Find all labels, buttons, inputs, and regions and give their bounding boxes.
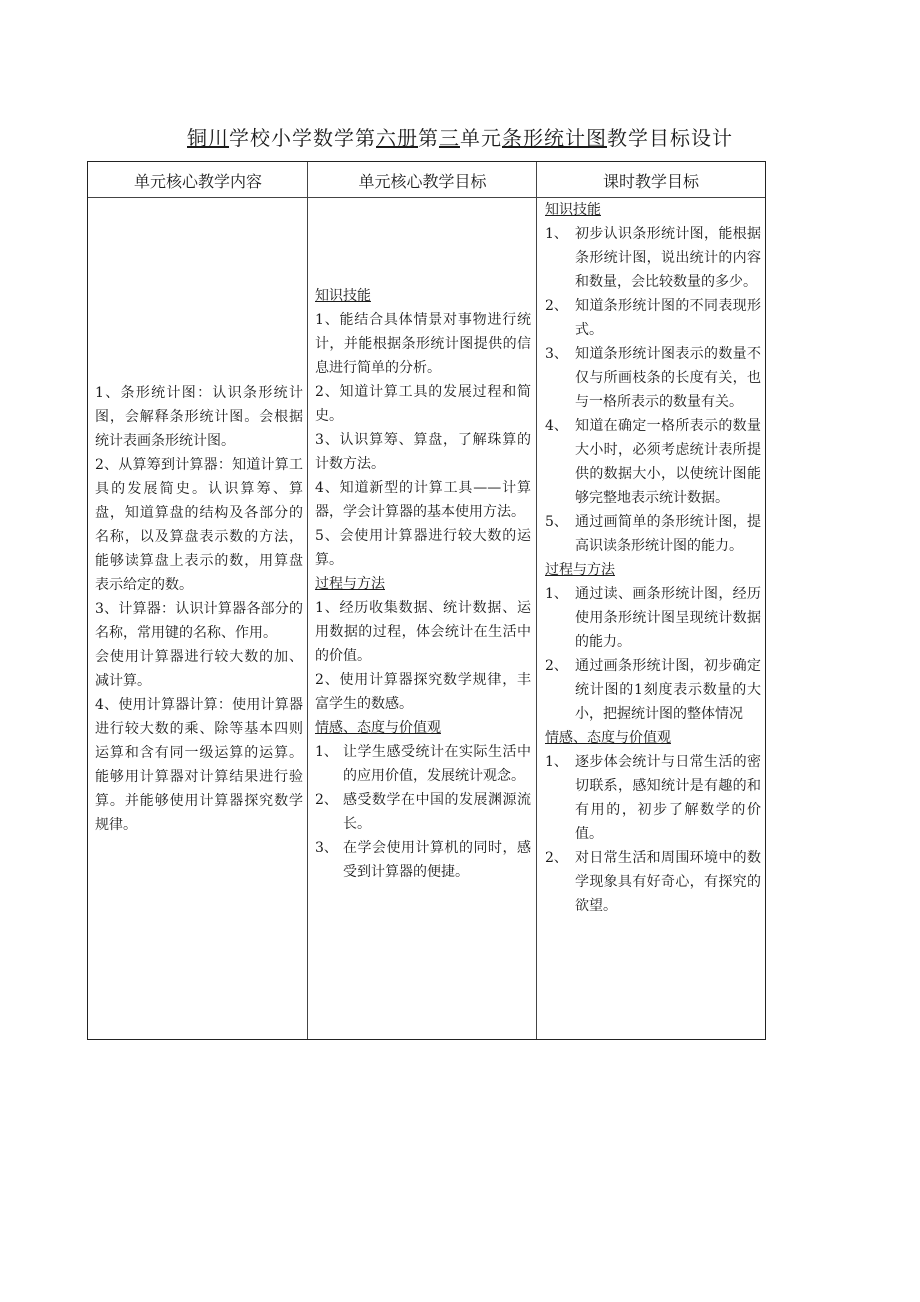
goal-item xyxy=(545,510,761,558)
goal-item: 4、知道新型的计算工具——计算器，学会计算器的基本使用方法。 xyxy=(315,480,531,520)
goal-item xyxy=(315,788,531,836)
section-heading-knowledge: 知识技能 xyxy=(315,288,371,304)
title-text-3: 单元 xyxy=(460,126,502,150)
item-text: 感受数学在中国的发展渊源流长。 xyxy=(343,792,531,832)
title-unit-name: 条形统计图 xyxy=(502,126,607,150)
section-heading-process: 过程与方法 xyxy=(315,576,385,592)
goal-item xyxy=(545,294,761,342)
item-text: 知道条形统计图表示的数量不仅与所画枝条的长度有关，也与一格所表示的数量有关。 xyxy=(575,346,761,410)
item-number: 2、 xyxy=(545,850,568,866)
content-paragraph: 1、条形统计图：认识条形统计图，会解释条形统计图。会根据统计表画条形统计图。 xyxy=(95,385,303,449)
item-number: 1、 xyxy=(545,586,568,602)
title-text-1: 学校小学数学第 xyxy=(229,126,376,150)
item-text: 让学生感受统计在实际生活中的应用价值，发展统计观念。 xyxy=(343,744,531,784)
goal-item: 2、知道计算工具的发展过程和简史。 xyxy=(315,384,531,424)
title-school: 铜川 xyxy=(187,126,229,150)
goal-item xyxy=(545,582,761,654)
section-heading-attitude: 情感、态度与价值观 xyxy=(545,730,671,746)
header-unit-content: 单元核心教学内容 xyxy=(88,162,308,198)
item-text: 通过读、画条形统计图，经历使用条形统计图呈现统计数据的能力。 xyxy=(575,586,761,650)
item-number: 1、 xyxy=(545,226,568,242)
item-number: 2、 xyxy=(315,792,338,808)
item-number: 2、 xyxy=(545,658,568,674)
goal-item xyxy=(545,222,761,294)
item-number: 5、 xyxy=(545,514,568,530)
content-paragraph: 3、计算器：认识计算器各部分的名称，常用键的名称、作用。 xyxy=(95,601,303,641)
section-heading-attitude: 情感、态度与价值观 xyxy=(315,720,441,736)
goal-item xyxy=(545,846,761,918)
goal-item: 1、经历收集数据、统计数据、运用数据的过程，体会统计在生活中的价值。 xyxy=(315,600,531,664)
content-paragraph: 2、从算筹到计算器：知道计算工具的发展简史。认识算筹、算盘，知道算盘的结构及各部分的名称，以及算盘表示数的方法，能够读算盘上表示的数，用算盘表示给定的数。 xyxy=(95,457,303,593)
item-number: 1、 xyxy=(315,744,338,760)
item-text: 初步认识条形统计图，能根据条形统计图，说出统计的内容和数量，会比较数量的多少。 xyxy=(575,226,761,290)
title-book: 六册 xyxy=(376,126,418,150)
lesson-goals-cell xyxy=(545,198,761,918)
goal-item xyxy=(545,342,761,414)
column-divider xyxy=(307,162,308,1039)
goal-item xyxy=(545,414,761,510)
goal-item: 5、会使用计算器进行较大数的运算。 xyxy=(315,528,531,568)
item-text: 逐步体会统计与日常生活的密切联系，感知统计是有趣的和有用的，初步了解数学的价值。 xyxy=(575,754,761,842)
content-paragraph: 会使用计算器进行较大数的加、减计算。 xyxy=(95,649,303,689)
goal-item xyxy=(315,740,531,788)
goal-item: 1、能结合具体情景对事物进行统计，并能根据条形统计图提供的信息进行简单的分析。 xyxy=(315,312,531,376)
item-number: 3、 xyxy=(315,840,338,856)
header-lesson-goals: 课时教学目标 xyxy=(537,162,765,198)
title-text-4: 教学目标设计 xyxy=(607,126,733,150)
column-divider xyxy=(536,162,537,1039)
document-title xyxy=(0,122,920,151)
item-text: 通过画条形统计图，初步确定统计图的1刻度表示数量的大小，把握统计图的整体情况 xyxy=(575,658,761,722)
goal-item: 3、认识算筹、算盘，了解珠算的计数方法。 xyxy=(315,432,531,472)
title-unit-number: 三 xyxy=(439,126,460,150)
section-heading-process: 过程与方法 xyxy=(545,562,615,578)
goal-item xyxy=(315,836,531,884)
item-number: 2、 xyxy=(545,298,568,314)
unit-goals-cell xyxy=(315,284,531,884)
item-number: 3、 xyxy=(545,346,568,362)
goal-item xyxy=(545,654,761,726)
unit-content-cell xyxy=(95,381,303,837)
item-text: 对日常生活和周围环境中的数学现象具有好奇心，有探究的欲望。 xyxy=(575,850,761,914)
objectives-table xyxy=(87,161,766,1040)
item-text: 知道在确定一格所表示的数量大小时，必须考虑统计表所提供的数据大小，以使统计图能够完整地表示统计数据。 xyxy=(575,418,761,506)
section-heading-knowledge: 知识技能 xyxy=(545,202,601,218)
item-text: 在学会使用计算机的同时，感受到计算器的便捷。 xyxy=(343,840,531,880)
item-text: 知道条形统计图的不同表现形式。 xyxy=(575,298,761,338)
title-text-2: 第 xyxy=(418,126,439,150)
item-number: 1、 xyxy=(545,754,568,770)
item-number: 4、 xyxy=(545,418,568,434)
goal-item: 2、使用计算器探究数学规律，丰富学生的数感。 xyxy=(315,672,531,712)
item-text: 通过画简单的条形统计图，提高识读条形统计图的能力。 xyxy=(575,514,761,554)
goal-item xyxy=(545,750,761,846)
header-unit-goals: 单元核心教学目标 xyxy=(308,162,537,198)
content-paragraph: 4、使用计算器计算：使用计算器进行较大数的乘、除等基本四则运算和含有同一级运算的运算。能够用计算器对计算结果进行验算。并能够使用计算器探究数学规律。 xyxy=(95,697,303,833)
